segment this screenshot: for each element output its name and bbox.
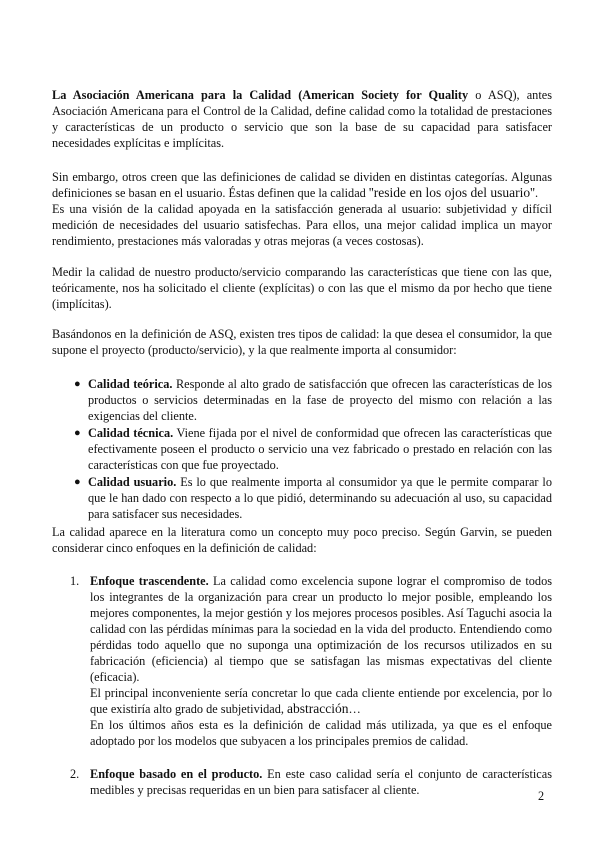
bullet-icon: ● bbox=[74, 427, 81, 439]
bullet-title: Calidad técnica. bbox=[88, 426, 174, 440]
bullet-title: Calidad usuario. bbox=[88, 475, 177, 489]
ellipsis: … bbox=[348, 702, 361, 716]
bullet-icon: ● bbox=[74, 378, 81, 390]
user-based-line2: Es una visión de la calidad apoyada en la satisfacción generada al usuario: subjetividad y difícil medición de necesidades del usuario satisfechas. Para ellos, una mejor calidad implica un mayor rendimiento, prestaciones más valoradas y otras mejoras (a veces costosas). bbox=[52, 202, 552, 248]
bullet-text: Es lo que realmente importa al consumidor ya que le permite comparar lo que le han dado con respecto a lo que pidió, determinando su adecuación al uso, su capacidad para satisfacer sus necesidades. bbox=[88, 475, 552, 521]
paragraph-asq-definition bbox=[52, 87, 552, 151]
approach-body: En este caso calidad sería el conjunto de características medibles y precisas requeridas en un bien para satisfacer al cliente. bbox=[90, 767, 552, 797]
list-item bbox=[74, 474, 552, 522]
user-quote: ''reside en los ojos del usuario'' bbox=[368, 185, 535, 200]
list-item bbox=[70, 573, 552, 749]
list-item bbox=[70, 766, 552, 798]
paragraph-three-types: Basándonos en la definición de ASQ, existen tres tipos de calidad: la que desea el consumidor, la que supone el proyecto (producto/servicio), y la que realmente importa al consumidor: bbox=[52, 327, 552, 357]
page-number: 2 bbox=[538, 789, 545, 803]
abstraccion-word: abstracción bbox=[287, 701, 349, 716]
item-number: 2. bbox=[70, 767, 80, 781]
approach-text bbox=[90, 573, 552, 685]
bullet-text: Responde al alto grado de satisfacción que ofrecen las características de los productos o servicios determinadas en la fase de proyecto del mismo con relación a las exigencias del cliente. bbox=[88, 377, 552, 423]
bullet-icon: ● bbox=[74, 476, 81, 488]
item-number: 1. bbox=[70, 574, 80, 588]
quality-types-list bbox=[74, 376, 552, 523]
list-item bbox=[74, 425, 552, 473]
asq-text: o ASQ), antes Asociación Americana para el Control de la Calidad, define calidad como la totalidad de prestaciones y características de un producto o servicio que son la base de su capacidad para satisfacer necesidades explícitas e implícitas. bbox=[52, 88, 552, 150]
approach-body: La calidad como excelencia supone lograr el compromiso de todos los integrantes de la organización para crear un producto lo mejor posible, empleando los mejores componentes, la mejor gestión y los mejores procesos posibles. Así Taguchi asocia la calidad con las pérdidas mínimas para la sociedad en la vida del producto. Entendiendo como pérdidas todo aquello que no suponga una optimización de los recursos utilizados en su fabricación (eficiencia) al tiempo que se satisfagan las mismas expectativas del cliente (eficacia). bbox=[90, 574, 553, 684]
asq-bold-lead: La Asociación Americana para la Calidad (American Society for Quality bbox=[52, 88, 469, 102]
approach-title: Enfoque basado en el producto. bbox=[90, 767, 263, 781]
approaches-list bbox=[70, 573, 552, 798]
approach-text-2 bbox=[90, 685, 552, 717]
user-based-line1: Sin embargo, otros creen que las definiciones de calidad se dividen en distintas categorías. Algunas definiciones se basan en el usuario. Éstas definen que la calidad bbox=[52, 170, 552, 200]
approach-body-2: El principal inconveniente sería concretar lo que cada cliente entiende por excelencia, por lo que existiría alto grado de subjetividad, bbox=[90, 686, 552, 716]
paragraph-garvin: La calidad aparece en la literatura como un concepto muy poco preciso. Según Garvin, se pueden considerar cinco enfoques en la definición de calidad: bbox=[52, 525, 552, 555]
list-item bbox=[74, 376, 552, 424]
paragraph-measure-quality: Medir la calidad de nuestro producto/servicio comparando las características que tiene con las que, teóricamente, nos ha solicitado el cliente (explícitas) o con las que el mismo da por hecho que tiene (implícitas). bbox=[52, 265, 552, 311]
bullet-text: Viene fijada por el nivel de conformidad que ofrecen las características que efectivamente poseen el producto o servicio una vez fabricado o prestado en relación con las características con que fue proyectado. bbox=[88, 426, 552, 472]
approach-text-3: En los últimos años esta es la definición de calidad más utilizada, ya que es el enfoque adoptado por los modelos que subyacen a los principales premios de calidad. bbox=[90, 718, 552, 748]
approach-title: Enfoque trascendente. bbox=[90, 574, 209, 588]
bullet-title: Calidad teórica. bbox=[88, 377, 173, 391]
approach-text bbox=[90, 766, 552, 798]
paragraph-user-based bbox=[52, 169, 552, 249]
user-based-line1-end: . bbox=[534, 186, 539, 200]
